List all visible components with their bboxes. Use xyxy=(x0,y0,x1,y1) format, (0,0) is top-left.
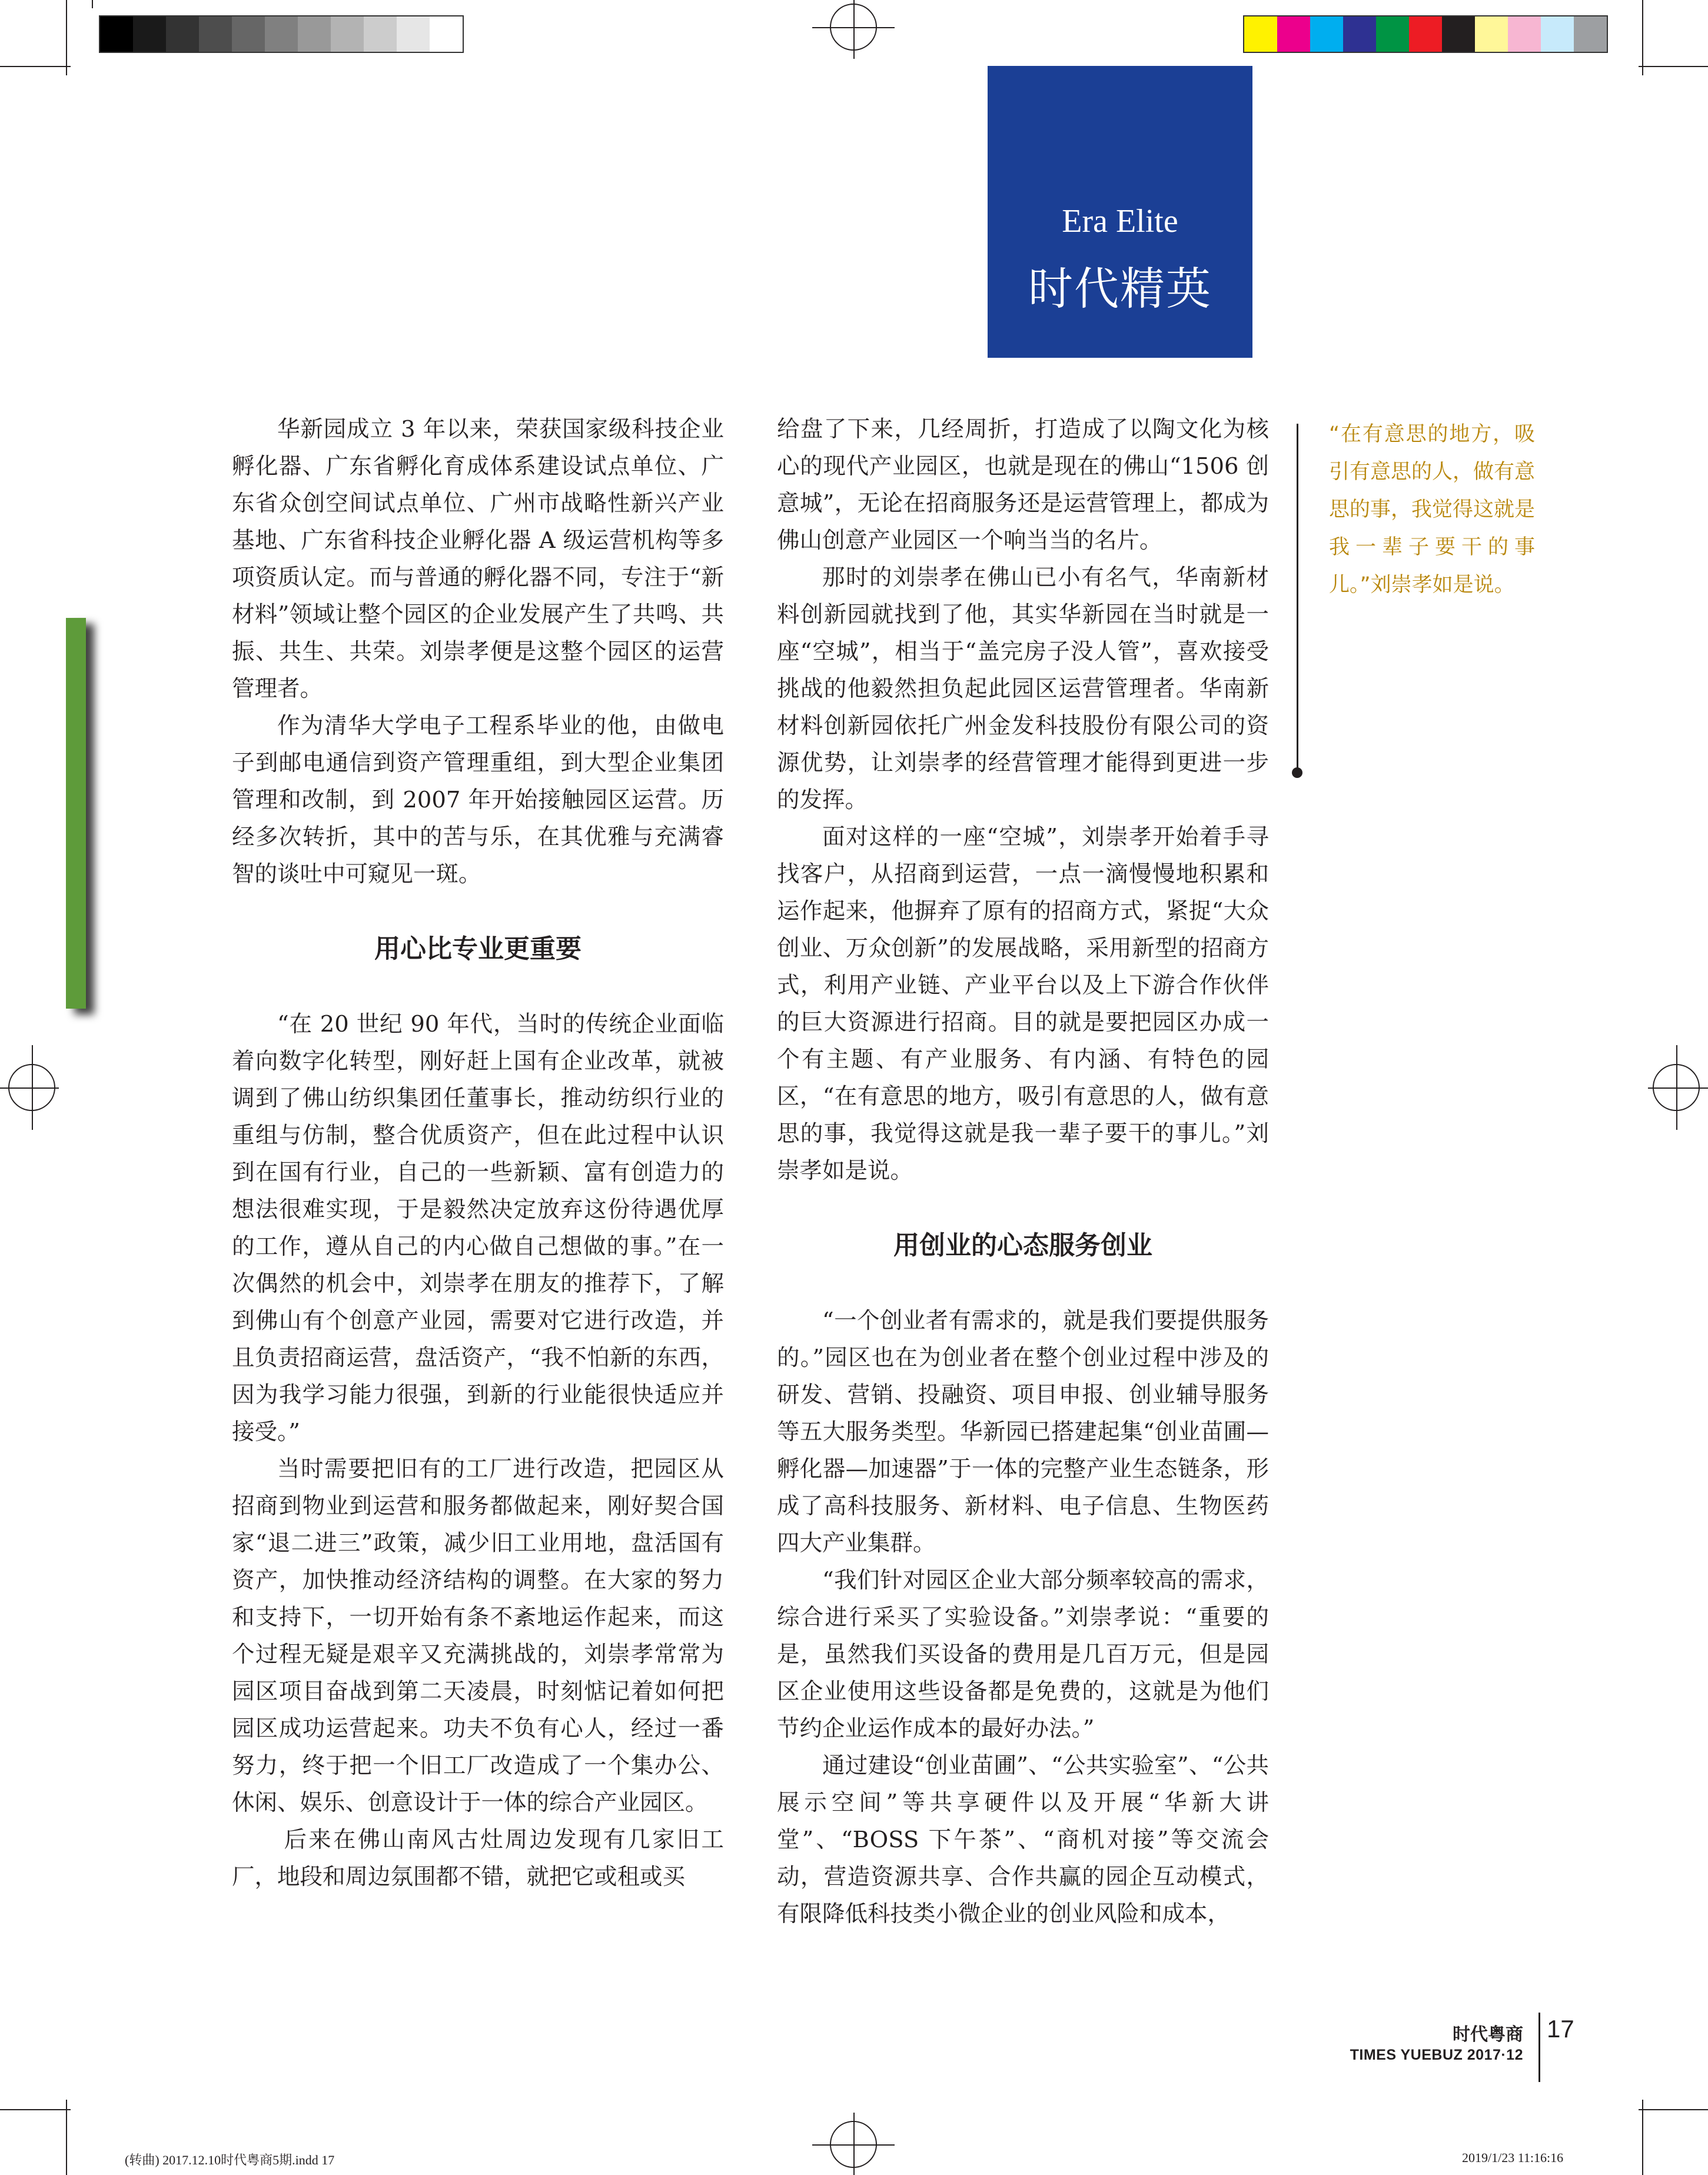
section-heading: 用创业的心态服务创业 xyxy=(893,1230,1152,1261)
paragraph: 作为清华大学电子工程系毕业的他，由做电子到邮电通信到资产管理重组，到大型企业集团管理和改制，到 2007 年开始接触园区运营。历经多次转折，其中的苦与乐，在其优雅与充满睿智的谈吐中可窥见一斑。 xyxy=(232,713,724,887)
magazine-issue: TIMES YUEBUZ 2017·12 xyxy=(1350,2047,1523,2063)
color-swatch xyxy=(166,16,199,52)
crop-mark xyxy=(1642,2100,1643,2175)
paragraph: 面对这样的一座“空城”，刘崇孝开始着手寻找客户，从招商到运营，一点一滴慢慢地积累和运作起来，他摒弃了原有的招商方式，紧捉“大众创业、万众创新”的发展战略，采用新型的招商方式，利用产业链、产业平台以及上下游合作伙伴的巨大资源进行招商。目的就是要把园区办成一个有主题、有产业服务、有内涵、有特色的园区，“在有意思的地方，吸引有意思的人，做有意思的事，我觉得这就是我一辈子要干的事儿。”刘崇孝如是说。 xyxy=(777,824,1269,1184)
color-swatch xyxy=(1409,16,1442,52)
color-swatch xyxy=(364,16,397,52)
color-swatch xyxy=(331,16,364,52)
article-column-right xyxy=(777,411,1269,1933)
color-swatch xyxy=(199,16,232,52)
section-title-chinese: 时代精英 xyxy=(1028,262,1212,315)
paragraph: 当时需要把旧有的工厂进行改造，把园区从招商到物业到运营和服务都做起来，刚好契合国家“退二进三”政策，减少旧工业用地，盘活国有资产，加快推动经济结构的调整。在大家的努力和支持下，一切开始有条不紊地运作起来，而这个过程无疑是艰辛又充满挑战的，刘崇孝常常为园区项目奋战到第二天凌晨，时刻惦记着如何把园区成功运营起来。功夫不负有心人，经过一番努力，终于把一个旧工厂改造成了一个集办公、休闲、娱乐、创意设计于一体的综合产业园区。 xyxy=(232,1456,724,1816)
crop-mark xyxy=(66,0,67,75)
color-bar xyxy=(1243,15,1608,53)
crop-mark xyxy=(1639,2109,1708,2110)
color-swatch xyxy=(1541,16,1574,52)
color-swatch xyxy=(133,16,166,52)
page-number: 17 xyxy=(1547,2015,1574,2043)
registration-mark-top xyxy=(853,0,855,59)
pull-quote-dot xyxy=(1292,767,1302,778)
paragraph: 那时的刘崇孝在佛山已小有名气，华南新材料创新园就找到了他，其实华新园在当时就是一座“空城”，相当于“盖完房子没人管”，喜欢接受挑战的他毅然担负起此园区运营管理者。华南新材料创新园依托广州金发科技股份有限公司的资源优势，让刘崇孝的经营管理才能得到更进一步的发挥。 xyxy=(777,564,1269,813)
color-swatch xyxy=(100,16,133,52)
crop-mark xyxy=(1639,66,1708,67)
color-swatch xyxy=(1574,16,1607,52)
paragraph: “一个创业者有需求的，就是我们要提供服务的。”园区也在为创业者在整个创业过程中涉及的研发、营销、投融资、项目申报、创业辅导服务等五大服务类型。华新园已搭建起集“创业苗圃—孵化器—加速器”于一体的完整产业生态链条，形成了高科技服务、新材料、电子信息、生物医药四大产业集群。 xyxy=(777,1308,1269,1557)
crop-mark xyxy=(66,2100,67,2175)
registration-mark-left xyxy=(0,1088,59,1089)
paragraph: 华新园成立 3 年以来，荣获国家级科技企业孵化器、广东省孵化育成体系建设试点单位、广东省众创空间试点单位、广州市战略性新兴产业基地、广东省科技企业孵化器 A 级运营机构等多项资质认定。而与普通的孵化器不同，专注于“新材料”领域让整个园区的企业发展产生了共鸣、共振、共生、共荣。刘崇孝便是这整个园区的运营管理者。 xyxy=(232,416,724,702)
grayscale-bar xyxy=(99,15,464,53)
paragraph: “在 20 世纪 90 年代，当时的传统企业面临着向数字化转型，刚好赶上国有企业改革，就被调到了佛山纺织集团任董事长，推动纺织行业的重组与仿制，整合优质资产，但在此过程中认识到在国有行业，自己的一些新颖、富有创造力的想法很难实现，于是毅然决定放弃这份待遇优厚的工作，遵从自己的内心做自己想做的事。”在一次偶然的机会中，刘崇孝在朋友的推荐下，了解到佛山有个创意产业园，需要对它进行改造，并且负责招商运营，盘活资产，“我不怕新的东西，因为我学习能力很强，到新的行业能很快适应并接受。” xyxy=(232,1011,724,1445)
color-swatch xyxy=(1442,16,1475,52)
color-swatch xyxy=(265,16,298,52)
section-header xyxy=(988,66,1252,358)
color-swatch xyxy=(1376,16,1409,52)
color-swatch xyxy=(1343,16,1376,52)
color-swatch xyxy=(397,16,430,52)
color-swatch xyxy=(1310,16,1343,52)
section-heading: 用心比专业更重要 xyxy=(374,934,581,964)
crop-mark xyxy=(1642,0,1643,75)
slug-timestamp: 2019/1/23 11:16:16 xyxy=(1462,2150,1564,2165)
registration-mark-top xyxy=(812,27,895,28)
crop-mark xyxy=(0,66,71,67)
color-swatch xyxy=(1277,16,1310,52)
color-swatch xyxy=(232,16,265,52)
paragraph: 给盘了下来，几经周折，打造成了以陶文化为核心的现代产业园区，也就是现在的佛山“1506 创意城”，无论在招商服务还是运营管理上，都成为佛山创意产业园区一个响当当的名片。 xyxy=(777,416,1269,554)
accent-bar xyxy=(66,618,86,1009)
color-swatch xyxy=(1475,16,1508,52)
magazine-name: 时代粤商 xyxy=(1453,2024,1523,2045)
color-swatch xyxy=(1244,16,1277,52)
section-title-english: Era Elite xyxy=(1062,203,1178,240)
paragraph: 通过建设“创业苗圃”、“公共实验室”、“公共展示空间”等共享硬件以及开展“华新大讲堂”、“BOSS 下午茶”、“商机对接”等交流会动，营造资源共享、合作共赢的园企互动模式，有限降低科技类小微企业的创业风险和成本， xyxy=(777,1752,1269,1927)
paragraph: “我们针对园区企业大部分频率较高的需求，综合进行采买了实验设备。”刘崇孝说：“重要的是，虽然我们买设备的费用是几百万元，但是园区企业使用这些设备都是免费的，这就是为他们节约企业运作成本的最好办法。” xyxy=(777,1567,1269,1742)
color-swatch xyxy=(1508,16,1541,52)
color-swatch xyxy=(430,16,463,52)
registration-mark-right xyxy=(1648,1088,1708,1089)
paragraph: 后来在佛山南风古灶周边发现有几家旧工厂，地段和周边氛围都不错，就把它或租或买 xyxy=(232,1827,724,1890)
slug-file-info: (转曲) 2017.12.10时代粤商5期.indd 17 xyxy=(125,2153,335,2167)
pull-quote: “在有意思的地方，吸引有意思的人，做有意思的事，我觉得这就是我一辈子要干的事儿。”刘崇孝如是说。 xyxy=(1329,423,1536,597)
footer-divider xyxy=(1538,2013,1540,2082)
color-swatch xyxy=(298,16,331,52)
crop-mark xyxy=(92,0,93,8)
article-column-left xyxy=(232,411,724,1895)
pull-quote-rule xyxy=(1297,424,1298,773)
registration-mark-bottom xyxy=(812,2144,895,2146)
crop-mark xyxy=(0,2109,71,2110)
registration-mark-bottom xyxy=(853,2113,855,2175)
